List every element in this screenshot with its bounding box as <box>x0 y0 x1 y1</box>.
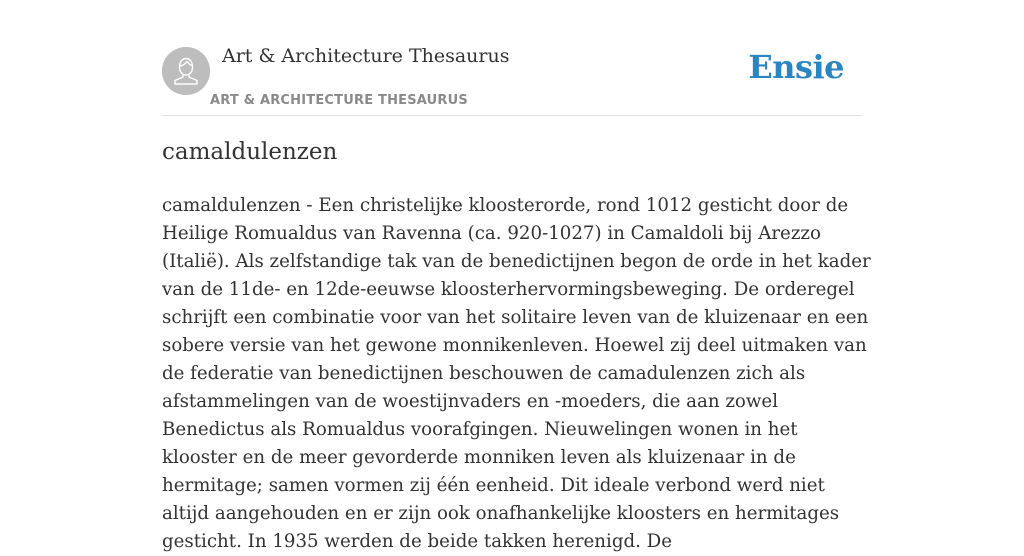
page-title: camaldulenzen <box>162 139 338 165</box>
user-avatar-icon[interactable] <box>162 47 210 95</box>
article-body: camaldulenzen - Een christelijke kloosterorde, rond 1012 gesticht door de Heilige Romualdus van Ravenna (ca. 920-1027) in Camaldoli bij Arezzo (Italië). Als zelfstandige tak van de benedictijnen begon de orde in het kader van de 11de- en 12de-eeuwse kloosterhervormingsbeweging. De orderegel schrijft een combinatie voor van het solitaire leven van de kluizenaar en een sobere versie van het gewone monnikenleven. Hoewel zij deel uitmaken van de federatie van benedictijnen beschouwen de camadulenzen zich als afstammelingen van de woestijnvaders en -moeders, die aan zowel Benedictus als Romualdus voorafgingen. Nieuwelingen wonen in het klooster en de meer gevorderde monniken leven als kluizenaar in de hermitage; samen vormen zij één eenheid. Dit ideale verbond werd niet altijd aangehouden en er zijn ook onafhankelijke kloosters en hermitages gesticht. In 1935 werden de beide takken herenigd. De <box>162 195 871 552</box>
header <box>162 0 862 116</box>
author-name-link[interactable]: Art & Architecture Thesaurus <box>222 45 510 67</box>
author-subtitle: ART & ARCHITECTURE THESAURUS <box>210 93 468 108</box>
brand-logo[interactable]: Ensie <box>748 48 844 86</box>
